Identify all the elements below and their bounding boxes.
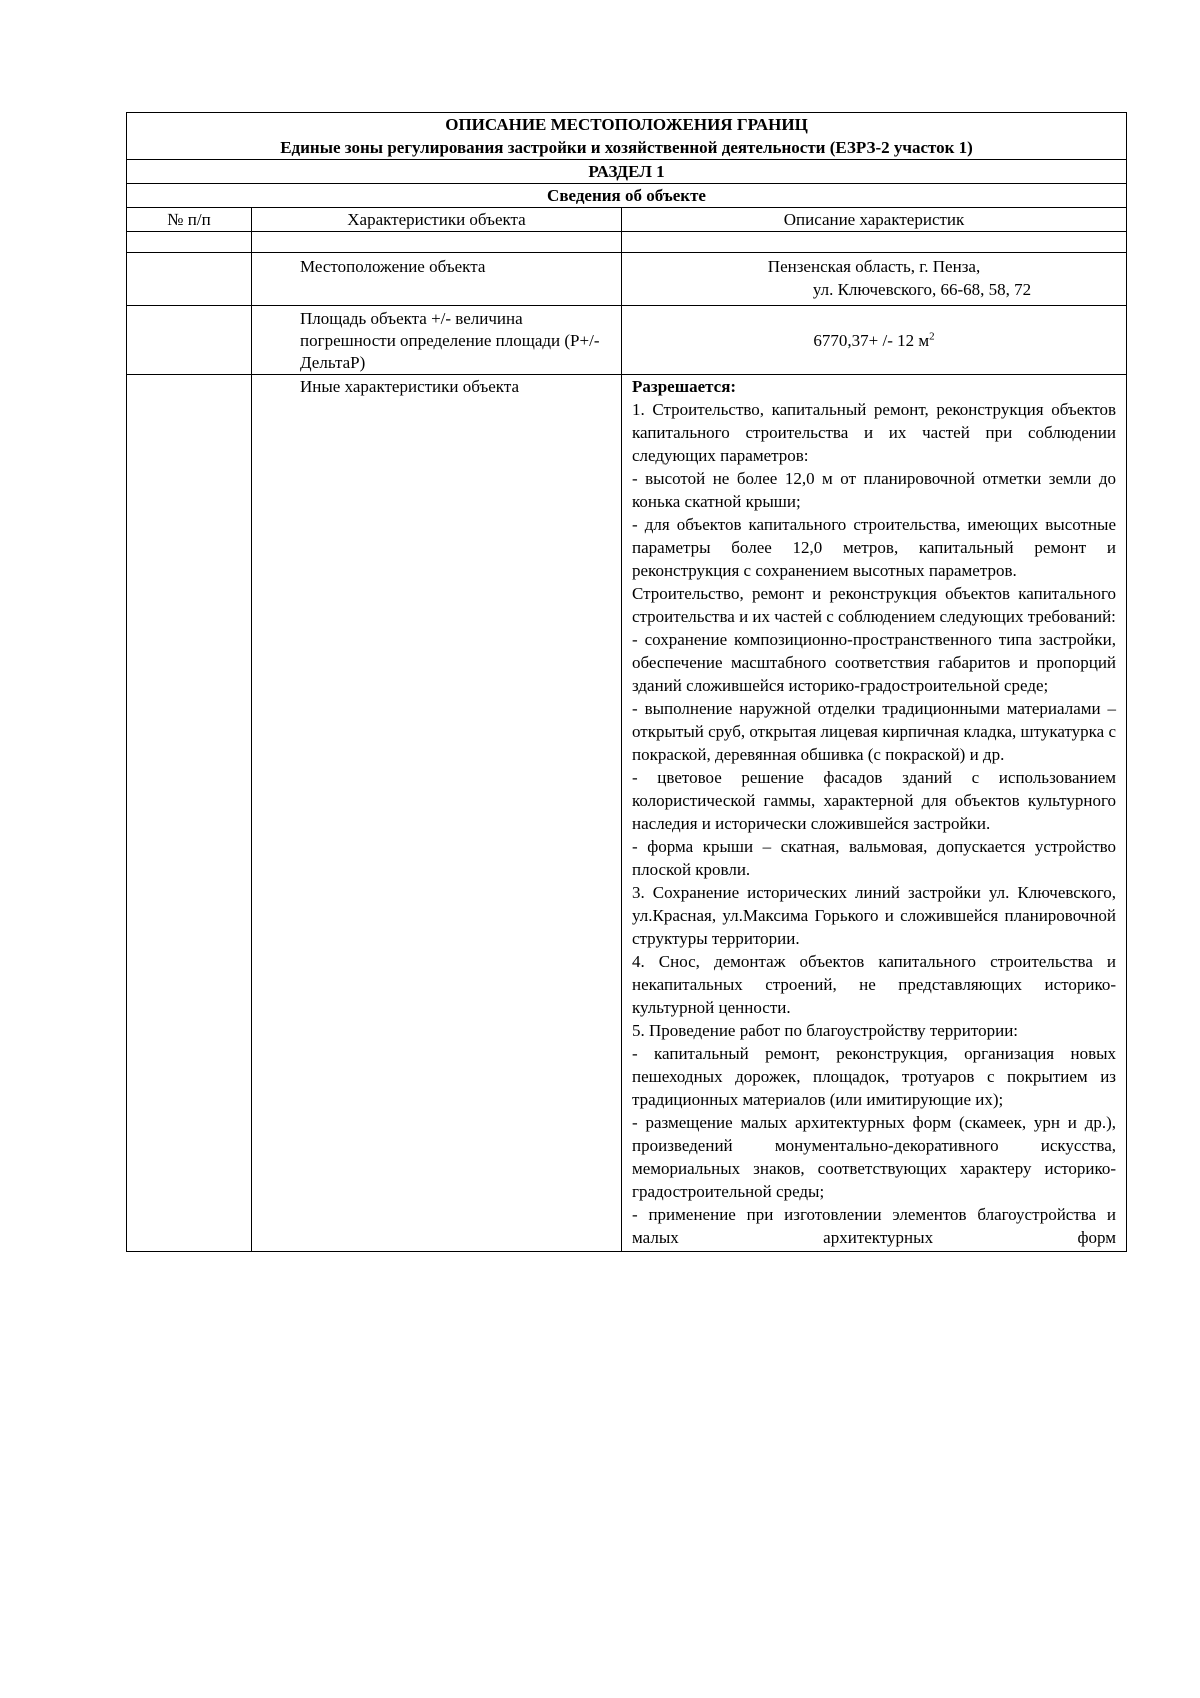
area-value: 6770,37+ /- 12 м [813,330,930,350]
title-line-2: Единые зоны регулирования застройки и хозяйственной деятельности (ЕЗРЗ-2 участок 1) [280,138,973,157]
row-num-cell [127,306,252,375]
area-value-cell [622,306,1127,375]
object-description-table [126,112,1127,1252]
description-paragraph: - высотой не более 12,0 м от планировочной отметки земли до конька скатной крыши; [632,469,1117,511]
location-value [622,253,1127,306]
description-paragraph: - выполнение наружной отделки традиционными материалами – открытый сруб, открытая лицевая кирпичная кладка, штукатурка с покраской, деревянная обшивка (с покраской) и др. [632,699,1117,764]
description-paragraph: - для объектов капитального строительства, имеющих высотные параметры более 12,0 метров, капитальный ремонт и реконструкция с сохранением высотных параметров. [632,515,1117,580]
column-header-row [127,208,1127,232]
other-description [622,375,1127,1252]
description-paragraph: 3. Сохранение исторических линий застройки ул. Ключевского, ул.Красная, ул.Максима Горького и сложившейся планировочной структуры территории. [632,883,1117,948]
subsection-heading: Сведения об объекте [127,184,1127,208]
empty-cell [127,232,252,253]
description-paragraph: 5. Проведение работ по благоустройству территории: [632,1021,1019,1040]
section-row [127,160,1127,184]
empty-cell [622,232,1127,253]
row-num-cell [127,253,252,306]
location-value-line-2: ул. Ключевского, 66-68, 58, 72 [812,280,1032,299]
other-label: Иные характеристики объекта [252,375,622,1252]
section-heading: РАЗДЕЛ 1 [127,160,1127,184]
empty-row [127,232,1127,253]
area-unit-superscript: 2 [929,329,935,342]
description-paragraph: - сохранение композиционно-пространственного типа застройки, обеспечение масштабного соответствия габаритов и пропорций зданий сложившейся историко-градостроительной среде; [632,630,1117,695]
table-row-area [127,306,1127,375]
description-paragraph: - размещение малых архитектурных форм (скамеек, урн и др.), произведений монументально-декоративного искусства, мемориальных знаков, соответствующих характеру историко- градостроительной среды; [632,1113,1117,1201]
row-num-cell [127,375,252,1252]
description-paragraph: - форма крыши – скатная, вальмовая, допускается устройство плоской кровли. [632,837,1117,879]
table-row-other [127,375,1127,1252]
column-header-description: Описание характеристик [622,208,1127,232]
description-paragraph: - цветовое решение фасадов зданий с использованием колористической гаммы, характерной для объектов культурного наследия и исторически сложившейся застройки. [632,768,1117,833]
title-line-1: ОПИСАНИЕ МЕСТОПОЛОЖЕНИЯ ГРАНИЦ [445,115,808,134]
description-paragraph: - применение при изготовлении элементов благоустройства и малых архитектурных форм [632,1205,1117,1247]
area-label: Площадь объекта +/- величина погрешности определение площади (Р+/- ДельтаР) [252,306,622,375]
column-header-num: № п/п [127,208,252,232]
description-paragraph: 4. Снос, демонтаж объектов капитального строительства и некапитальных строений, не представляющих историко-культурной ценности. [632,952,1117,1017]
description-paragraph: 1. Строительство, капитальный ремонт, реконструкция объектов капитального строительства и их частей при соблюдении следующих параметров: [632,400,1117,465]
description-paragraph: Строительство, ремонт и реконструкция объектов капитального строительства и их частей с соблюдением следующих требований: [632,584,1117,626]
description-paragraph: - капитальный ремонт, реконструкция, организация новых пешеходных дорожек, площадок, тротуаров с покрытием из традиционных материалов (или имитирующие их); [632,1044,1117,1109]
table-row-location [127,253,1127,306]
permitted-heading: Разрешается: [632,377,737,396]
empty-cell [252,232,622,253]
column-header-characteristics: Характеристики объекта [252,208,622,232]
document-page [126,112,1126,1252]
location-label: Местоположение объекта [252,253,622,306]
subsection-row [127,184,1127,208]
location-value-line-1: Пензенская область, г. Пенза, [767,257,981,276]
document-title [127,113,1127,160]
title-row [127,113,1127,160]
